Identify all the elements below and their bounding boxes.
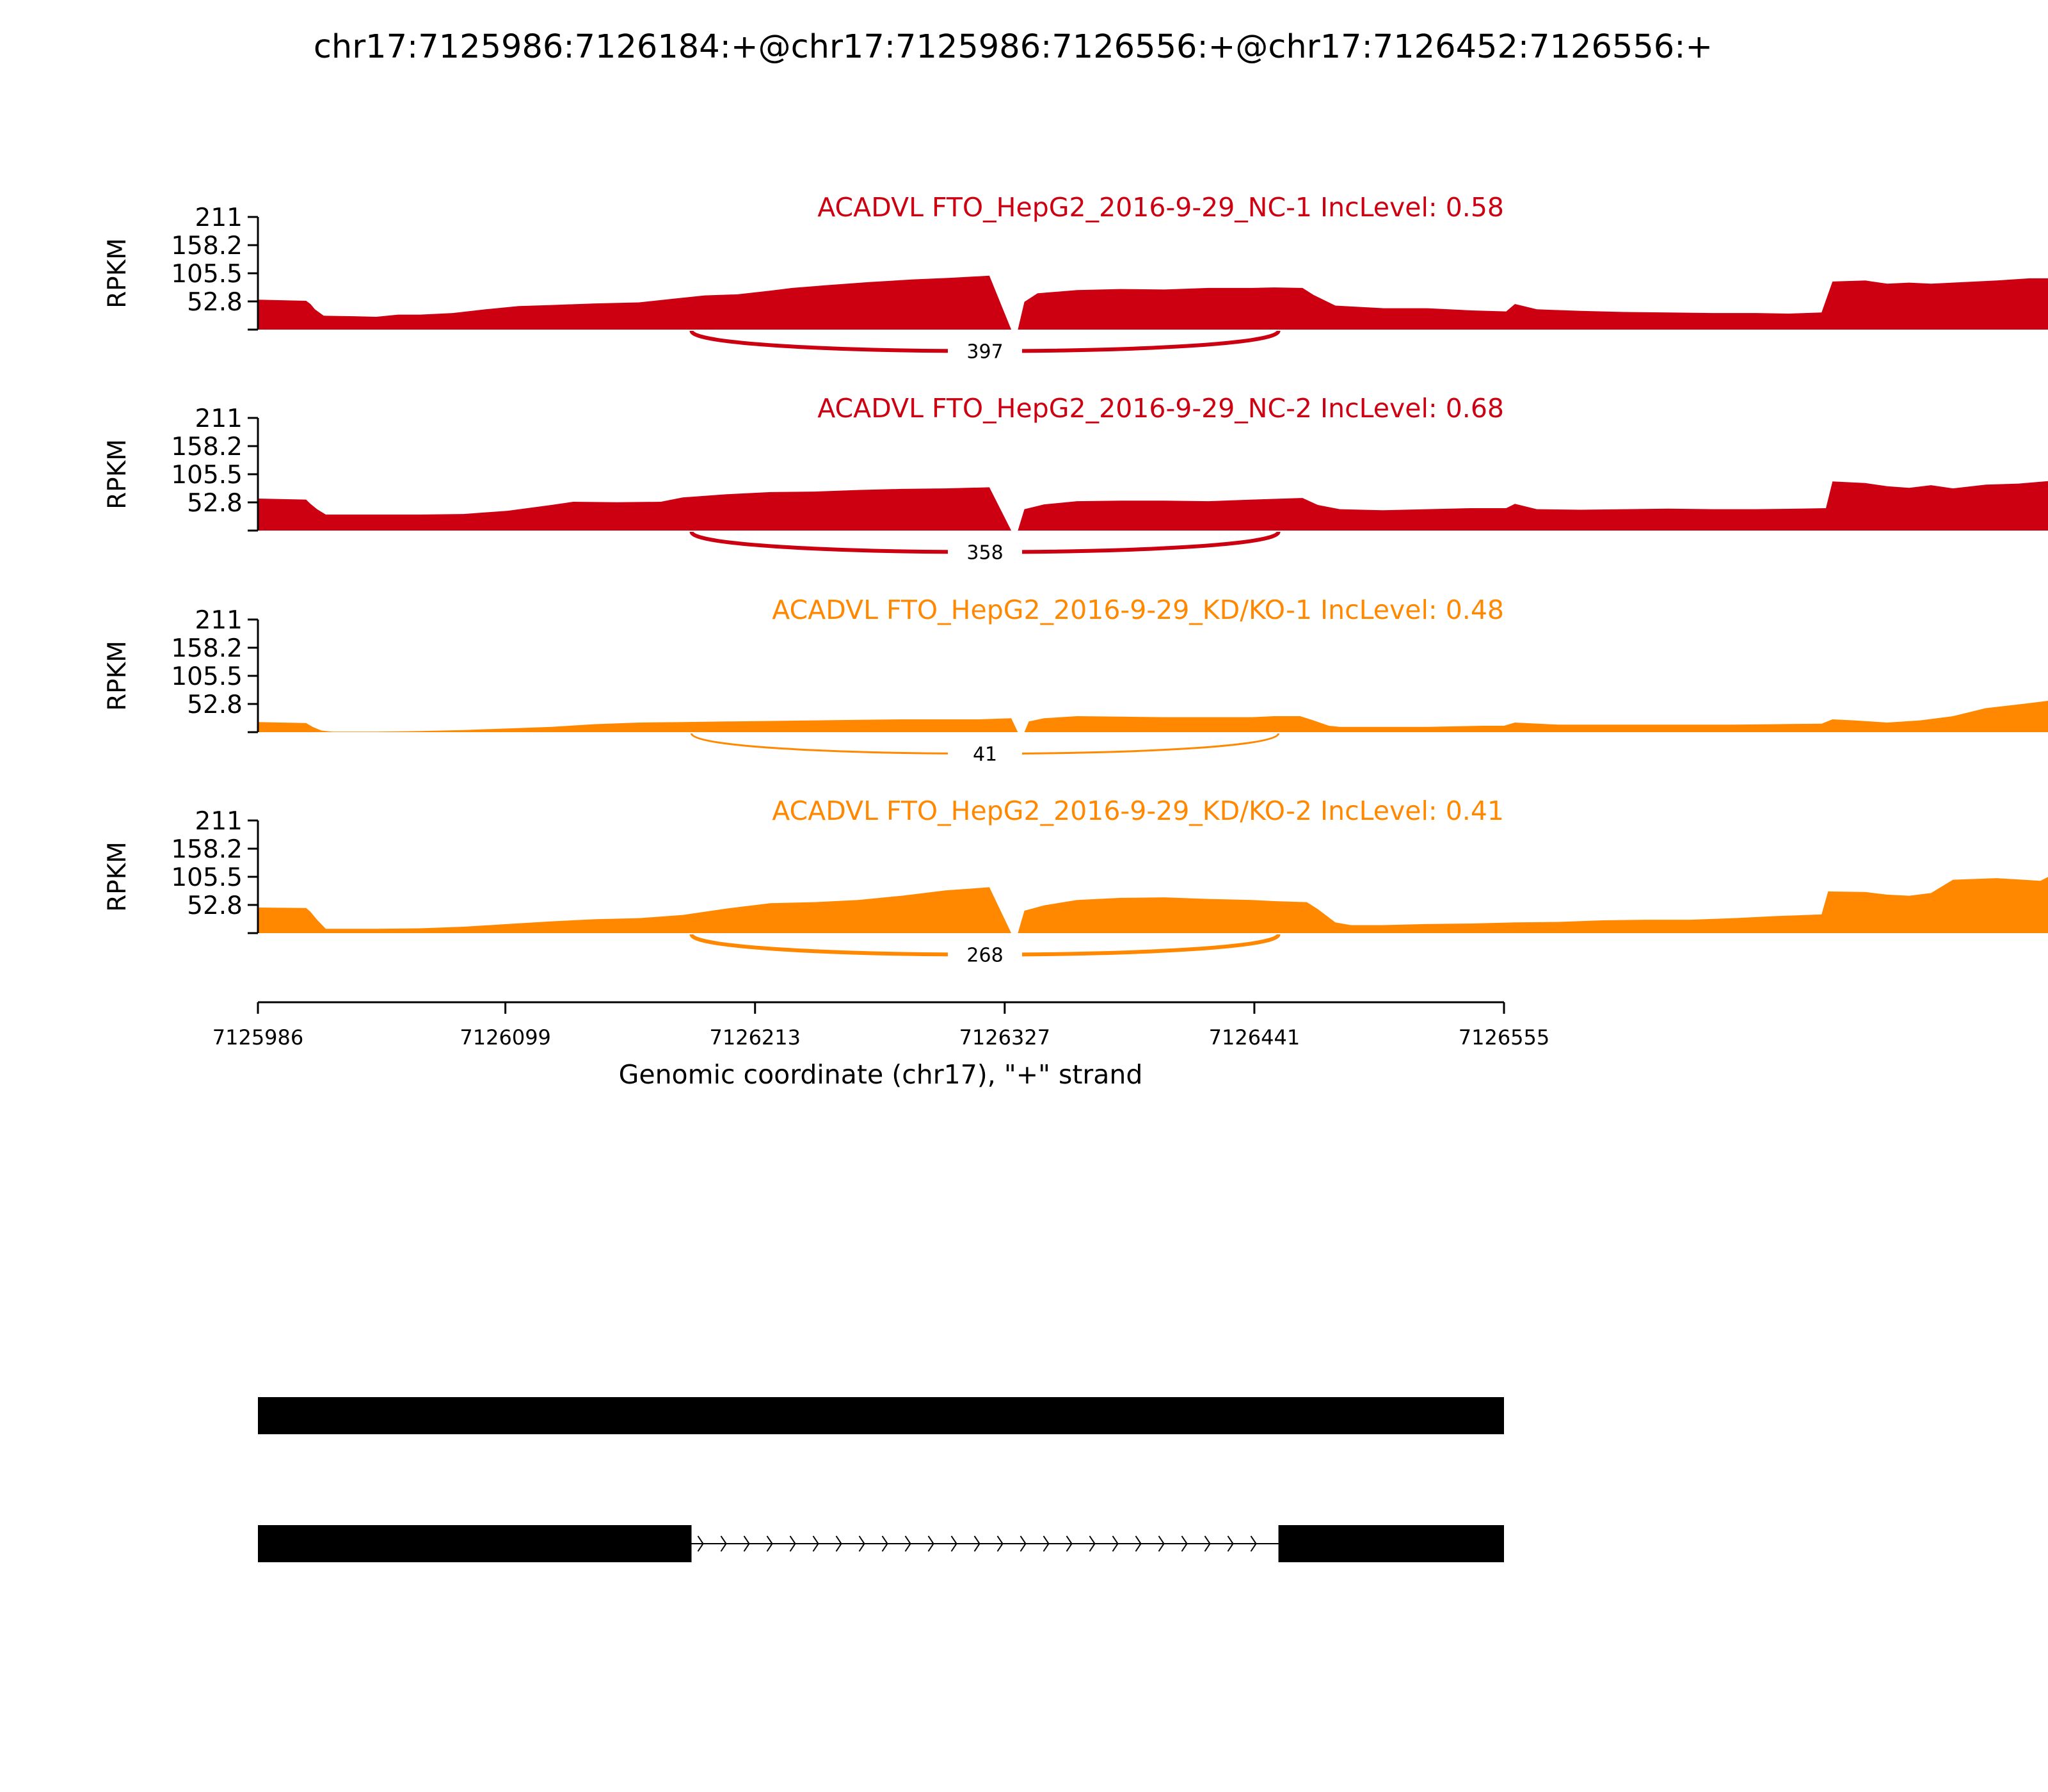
track-label: ACADVL FTO_HepG2_2016-9-29_KD/KO-2 IncLevel: 0.41 bbox=[772, 796, 1504, 826]
exon-block bbox=[258, 1397, 1504, 1434]
track-2 bbox=[103, 393, 2048, 566]
coverage-area bbox=[258, 667, 2048, 732]
y-axis-label: RPKM bbox=[103, 641, 132, 711]
y-tick-label: 52.8 bbox=[187, 287, 243, 317]
x-tick-label: 7126555 bbox=[1458, 1025, 1550, 1050]
y-tick-label: 105.5 bbox=[171, 863, 243, 892]
y-tick-label: 105.5 bbox=[171, 461, 243, 490]
y-tick-label: 211 bbox=[195, 404, 243, 433]
y-tick-label: 211 bbox=[195, 204, 243, 232]
exon-block bbox=[258, 1525, 692, 1562]
track-4 bbox=[103, 796, 2048, 969]
junction-count: 268 bbox=[966, 944, 1004, 967]
x-tick-label: 7125986 bbox=[212, 1025, 304, 1050]
y-tick-label: 158.2 bbox=[171, 232, 243, 261]
junction-count: 397 bbox=[966, 340, 1004, 364]
junction-count: 358 bbox=[966, 541, 1004, 564]
x-tick-label: 7126099 bbox=[460, 1025, 551, 1050]
y-tick-label: 158.2 bbox=[171, 835, 243, 865]
exon-block bbox=[1279, 1525, 1504, 1562]
y-tick-label: 211 bbox=[195, 606, 243, 635]
coverage-area bbox=[258, 825, 2048, 933]
track-3 bbox=[103, 595, 2048, 768]
y-axis-label: RPKM bbox=[103, 439, 132, 509]
junction-count: 41 bbox=[972, 743, 998, 766]
y-tick-label: 105.5 bbox=[171, 662, 243, 691]
chart-title: chr17:7125986:7126184:+@chr17:7125986:7126556:+@chr17:7126452:7126556:+ bbox=[313, 28, 1713, 66]
y-tick-label: 52.8 bbox=[187, 891, 243, 920]
coverage-area bbox=[258, 251, 2048, 330]
y-tick-label: 158.2 bbox=[171, 433, 243, 462]
track-label: ACADVL FTO_HepG2_2016-9-29_KD/KO-1 IncLevel: 0.48 bbox=[772, 595, 1504, 625]
isoform-2 bbox=[258, 1525, 1504, 1562]
x-tick-label: 7126213 bbox=[709, 1025, 801, 1050]
x-ticks bbox=[212, 1002, 1550, 1050]
y-axis-label: RPKM bbox=[103, 238, 132, 308]
tracks-layer bbox=[103, 192, 2048, 969]
track-label: ACADVL FTO_HepG2_2016-9-29_NC-2 IncLevel: 0.68 bbox=[817, 393, 1504, 424]
y-tick-label: 52.8 bbox=[187, 488, 243, 518]
y-tick-label: 105.5 bbox=[171, 260, 243, 289]
x-tick-label: 7126441 bbox=[1208, 1025, 1300, 1050]
isoform-1 bbox=[258, 1397, 1504, 1434]
x-axis bbox=[212, 1002, 1550, 1090]
track-label: ACADVL FTO_HepG2_2016-9-29_NC-1 IncLevel: 0.58 bbox=[817, 192, 1504, 223]
y-tick-label: 52.8 bbox=[187, 690, 243, 719]
gene-structure bbox=[258, 1397, 1504, 1562]
y-tick-label: 158.2 bbox=[171, 634, 243, 664]
x-tick-label: 7126327 bbox=[959, 1025, 1051, 1050]
coverage-area bbox=[258, 460, 2048, 531]
y-tick-label: 211 bbox=[195, 807, 243, 836]
y-axis-label: RPKM bbox=[103, 842, 132, 912]
x-axis-label: Genomic coordinate (chr17), "+" strand bbox=[618, 1059, 1143, 1090]
track-1 bbox=[103, 192, 2048, 365]
